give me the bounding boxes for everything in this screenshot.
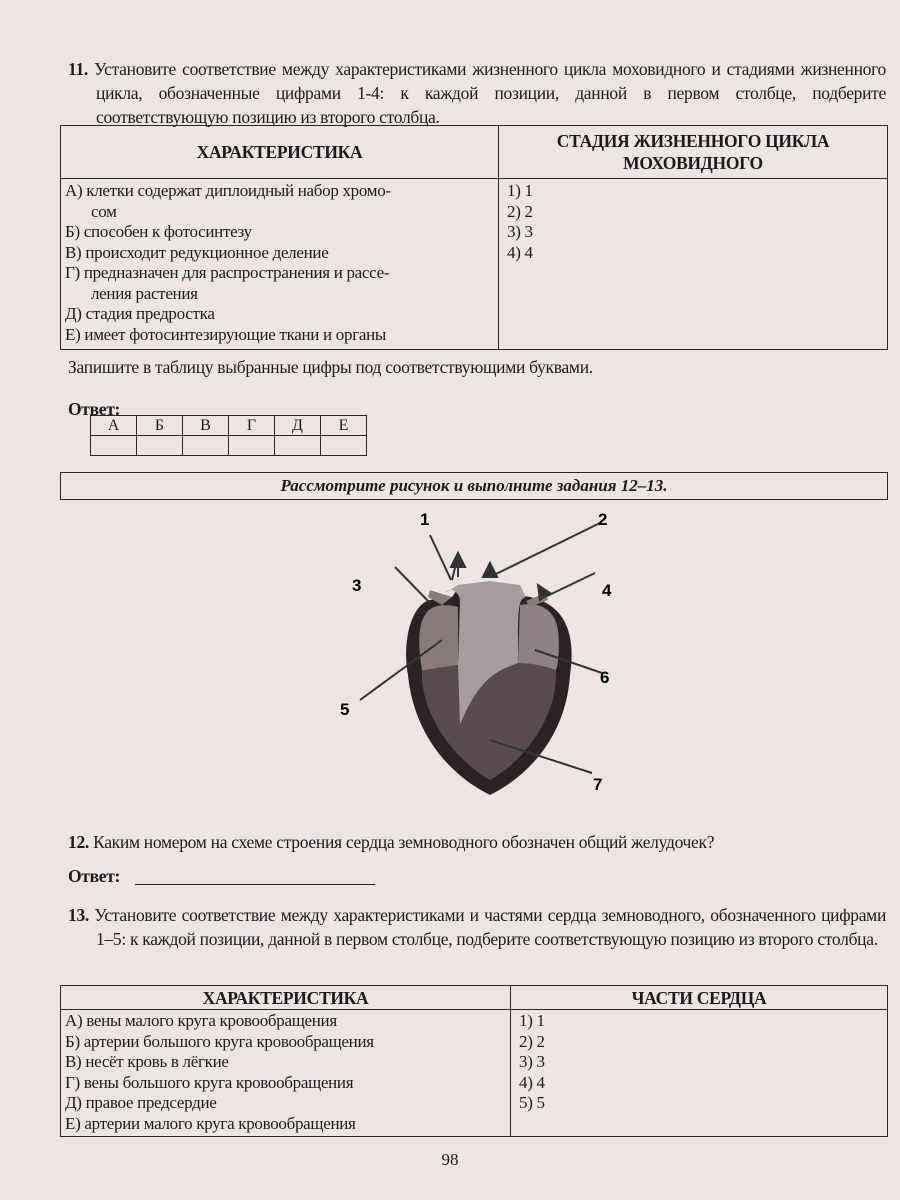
answer-cell[interactable] <box>321 436 367 456</box>
col-header: ЧАСТИ СЕРДЦА <box>511 986 888 1010</box>
options-list <box>511 1010 888 1137</box>
answer-letter: Е <box>321 416 367 436</box>
question-text: Установите соответствие между характеристиками и частями сердца земноводного, обозначенного цифрами 1–5: к каждой позиции, данной в первом столбце, подберите соответствующую позицию из второго столбца. <box>94 905 887 949</box>
answer-cell[interactable] <box>275 436 321 456</box>
characteristic-item: Д) правое предсердие <box>65 1093 217 1112</box>
answer-label: Ответ: <box>68 399 121 419</box>
option-item: 2) 2 <box>507 201 533 221</box>
question-number: 13. <box>68 905 89 925</box>
characteristic-item: Г) вены большого круга кровообращения <box>65 1072 354 1092</box>
characteristic-line: Г) предназначен для распространения и рассе- <box>65 263 390 282</box>
option-item: 2) 2 <box>519 1031 545 1051</box>
characteristic-line: ления растения <box>91 283 198 303</box>
option-item: 4) 4 <box>507 242 533 262</box>
answer-label: Ответ: <box>68 866 121 886</box>
characteristic-line: Б) способен к фотосинтезу <box>65 222 252 241</box>
answer-letter: Г <box>229 416 275 436</box>
characteristic-line: А) клетки содержат диплоидный набор хромо- <box>65 181 391 200</box>
option-item: 1) 1 <box>507 181 533 200</box>
answer-letter: Д <box>275 416 321 436</box>
question-number: 12. <box>68 832 89 852</box>
label-7: 7 <box>593 775 603 794</box>
label-4: 4 <box>602 581 612 600</box>
label-1: 1 <box>420 510 430 529</box>
question-text: Установите соответствие между характеристиками жизненного цикла моховидного и стадиями жизненного цикла, обозначенные цифрами 1-4: к каждой позиции, данной в первом столбце, подберите соответствующую позицию из второго столбца. <box>94 59 887 127</box>
characteristic-item <box>61 243 498 264</box>
answer-cell[interactable] <box>183 436 229 456</box>
question-number: 11. <box>68 59 89 79</box>
characteristic-line: Д) стадия предростка <box>65 304 215 323</box>
option-item: 1) 1 <box>519 1011 545 1030</box>
table-q11 <box>60 125 888 350</box>
characteristic-item <box>61 222 498 243</box>
left-atrium <box>419 605 458 670</box>
answer-grid <box>90 415 367 456</box>
question-11 <box>68 57 886 129</box>
question-12 <box>68 830 886 854</box>
question-13 <box>68 903 886 951</box>
page-number: 98 <box>441 1150 459 1169</box>
characteristic-item: В) несёт кровь в лёгкие <box>65 1052 229 1071</box>
label-2: 2 <box>598 510 608 529</box>
table-q13 <box>60 985 888 1137</box>
characteristic-line: В) происходит редукционное деление <box>65 242 329 262</box>
characteristics-list <box>61 1010 511 1137</box>
answer-letter: Б <box>137 416 183 436</box>
answer-letter: А <box>91 416 137 436</box>
characteristic-item: А) вены малого круга кровообращения <box>65 1011 337 1030</box>
answer-cell[interactable] <box>229 436 275 456</box>
characteristic-item <box>61 181 498 222</box>
characteristic-item <box>61 263 498 304</box>
col-header: СТАДИЯ ЖИЗНЕННОГО ЦИКЛА МОХОВИДНОГО <box>499 126 888 179</box>
characteristic-item: Е) артерии малого круга кровообращения <box>65 1113 356 1133</box>
label-6: 6 <box>600 668 610 687</box>
figure-instruction-banner: Рассмотрите рисунок и выполните задания 12–13. <box>60 472 888 500</box>
characteristic-item <box>61 325 498 346</box>
options-list <box>499 179 888 350</box>
answer-cell[interactable] <box>137 436 183 456</box>
option-item: 4) 4 <box>519 1072 545 1092</box>
option-item: 3) 3 <box>507 222 533 241</box>
instruction: Запишите в таблицу выбранные цифры под соответствующими буквами. <box>68 357 593 377</box>
label-3: 3 <box>352 576 362 595</box>
question-text: Каким номером на схеме строения сердца земноводного обозначен общий желудочек? <box>93 832 715 852</box>
answer-line-q12[interactable] <box>135 884 375 885</box>
characteristics-list <box>61 179 499 350</box>
option-item: 3) 3 <box>519 1052 545 1071</box>
col-header: ХАРАКТЕРИСТИКА <box>61 986 511 1010</box>
answer-cell[interactable] <box>91 436 137 456</box>
characteristic-item <box>61 304 498 325</box>
answer-letter: В <box>183 416 229 436</box>
option-item: 5) 5 <box>519 1093 545 1112</box>
characteristic-line: Е) имеет фотосинтезирующие ткани и органы <box>65 324 387 344</box>
heart-diagram <box>330 505 650 810</box>
label-5: 5 <box>340 700 350 719</box>
characteristic-item: Б) артерии большого круга кровообращения <box>65 1031 374 1051</box>
characteristic-line: сом <box>91 201 117 221</box>
col-header: ХАРАКТЕРИСТИКА <box>61 126 499 179</box>
